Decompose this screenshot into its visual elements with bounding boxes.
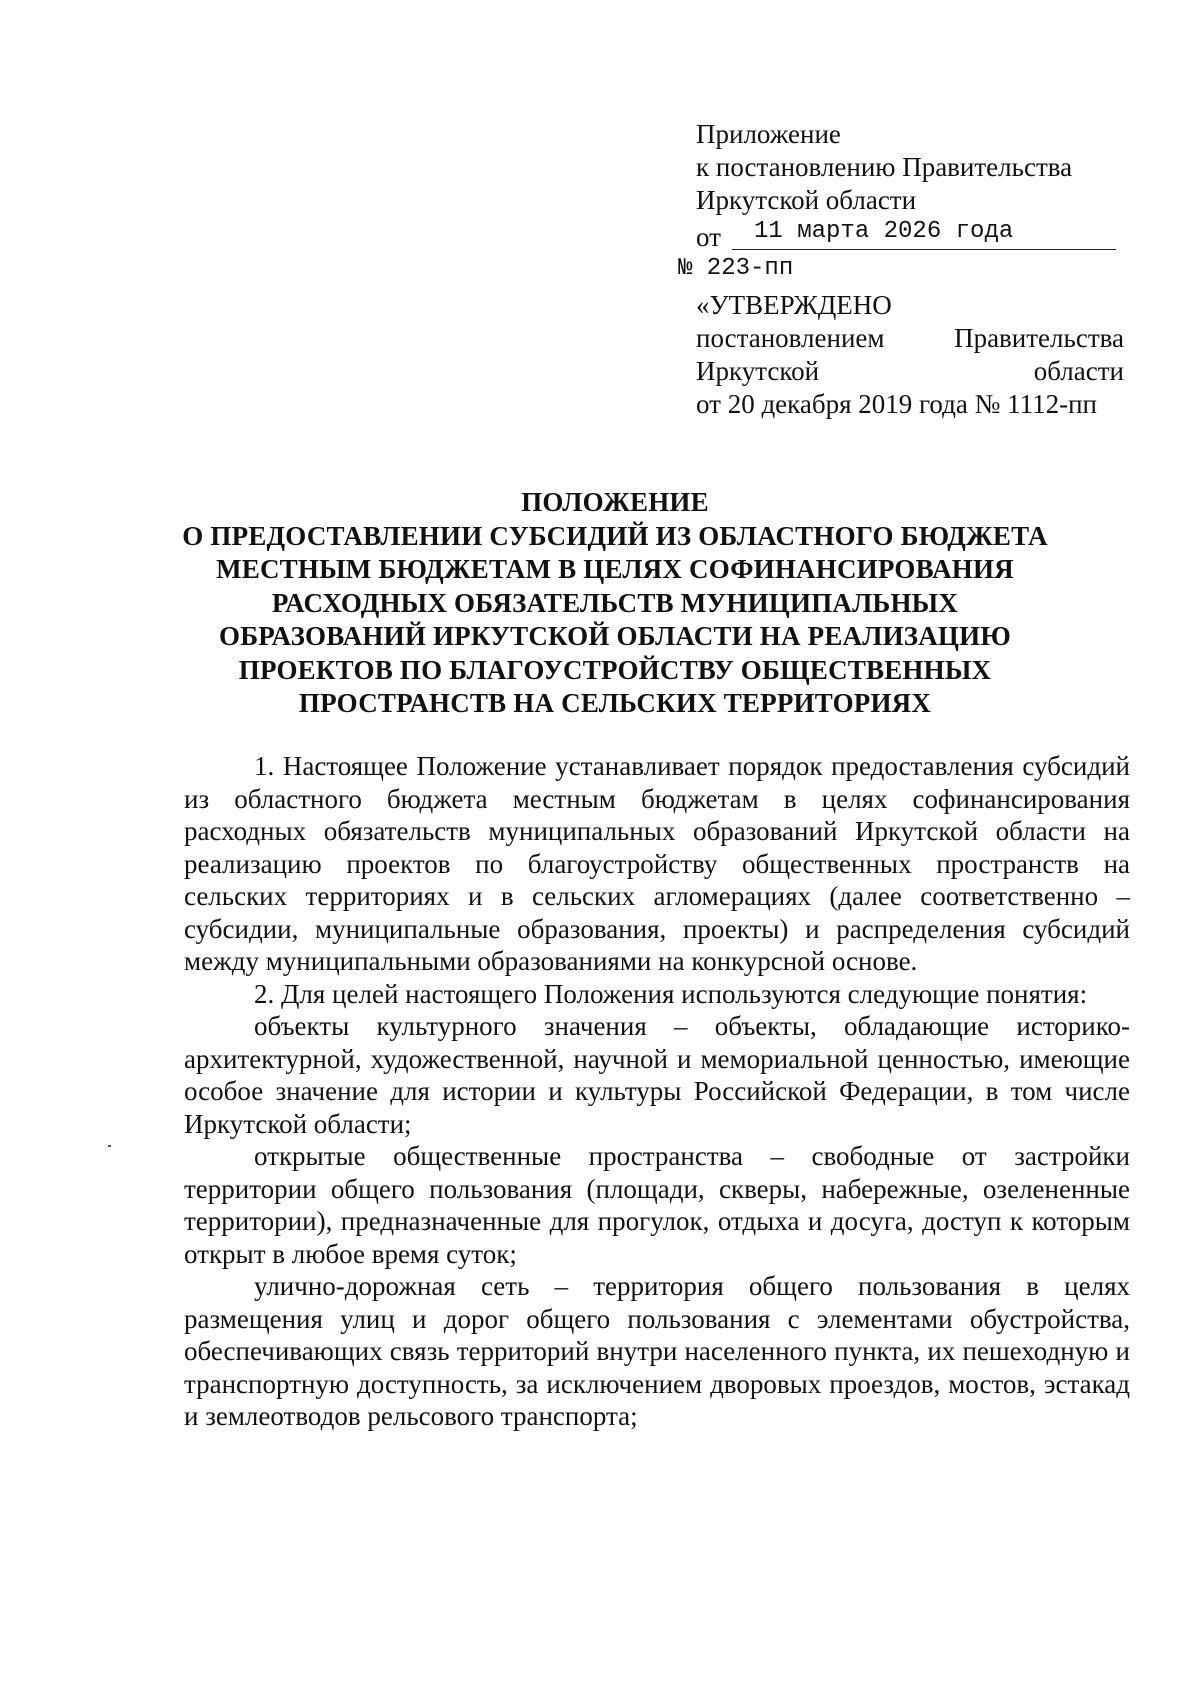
date-prefix: от (696, 222, 721, 252)
appendix-label: Приложение (696, 119, 841, 149)
title-heading: ПОЛОЖЕНИЕ (521, 487, 709, 517)
document-number: № 223-пп (678, 255, 794, 282)
definition-cultural-objects: объекты культурного значения – объекты, обладающие историко-архитектурной, художественной, научной и мемориальной ценностью, имеющие особое значение для истории и культуры Российской Федерации, в том числе Иркутской области; (184, 1011, 1130, 1139)
approved-label: «УТВЕРЖДЕНО (696, 290, 892, 320)
approved-date: от 20 декабря 2019 года № 1112-пп (696, 389, 1098, 419)
appendix-date-line (696, 217, 1128, 250)
title-subtitle: О ПРЕДОСТАВЛЕНИИ СУБСИДИЙ ИЗ ОБЛАСТНОГО БЮДЖЕТА МЕСТНЫМ БЮДЖЕТАМ В ЦЕЛЯХ СОФИНАНСИРОВАНИЯ РАСХОДНЫХ ОБЯЗАТЕЛЬСТВ МУНИЦИПАЛЬНЫХ ОБРАЗОВАНИЙ ИРКУТСКОЙ ОБЛАСТИ НА РЕАЛИЗАЦИЮ ПРОЕКТОВ ПО БЛАГОУСТРОЙСТВУ ОБЩЕСТВЕННЫХ ПРОСТРАНСТВ НА СЕЛЬСКИХ ТЕРРИТОРИЯХ (182, 520, 1048, 718)
definition-public-spaces: открытые общественные пространства – свободные от застройки территории общего пользования (площади, скверы, набережные, озелененные территории), предназначенные для прогулок, отдыха и досуга, доступ к которым открыт в любое время суток; (184, 1141, 1130, 1269)
document-body (184, 750, 1130, 1433)
appendix-resolution: к постановлению Правительства (696, 152, 1073, 182)
definition-street-network: улично-дорожная сеть – территория общего пользования в целях размещения улиц и дорог общего пользования с элементами обустройства, обеспечивающих связь территорий внутри населенного пункта, их пешеходную и транспортную доступность, за исключением дворовых проездов, мостов, эстакад и землеотводов рельсового транспорта; (184, 1271, 1130, 1431)
paragraph-2: 2. Для целей настоящего Положения используются следующие понятия: (254, 978, 1088, 1009)
appendix-region: Иркутской области (696, 185, 917, 215)
date-value: 11 марта 2026 года (754, 218, 1014, 245)
paragraph-1: 1. Настоящее Положение устанавливает порядок предоставления субсидий из областного бюджета местным бюджетам в целях софинансирования расходных обязательств муниципальных образований Иркутской области на реализацию проектов по благоустройству общественных пространств на сельских территориях и в сельских агломерациях (далее соответственно – субсидии, муниципальные образования, проекты) и распределения субсидий между муниципальными образованиями на конкурсной основе. (184, 751, 1130, 976)
appendix-block (678, 118, 1128, 421)
scan-speck (108, 1145, 111, 1147)
document-title (170, 486, 1060, 721)
approved-by-line-2: Иркутской области (696, 356, 1124, 386)
date-underline (732, 217, 1116, 250)
approved-by-line-1: постановлением Правительства (696, 323, 1124, 353)
